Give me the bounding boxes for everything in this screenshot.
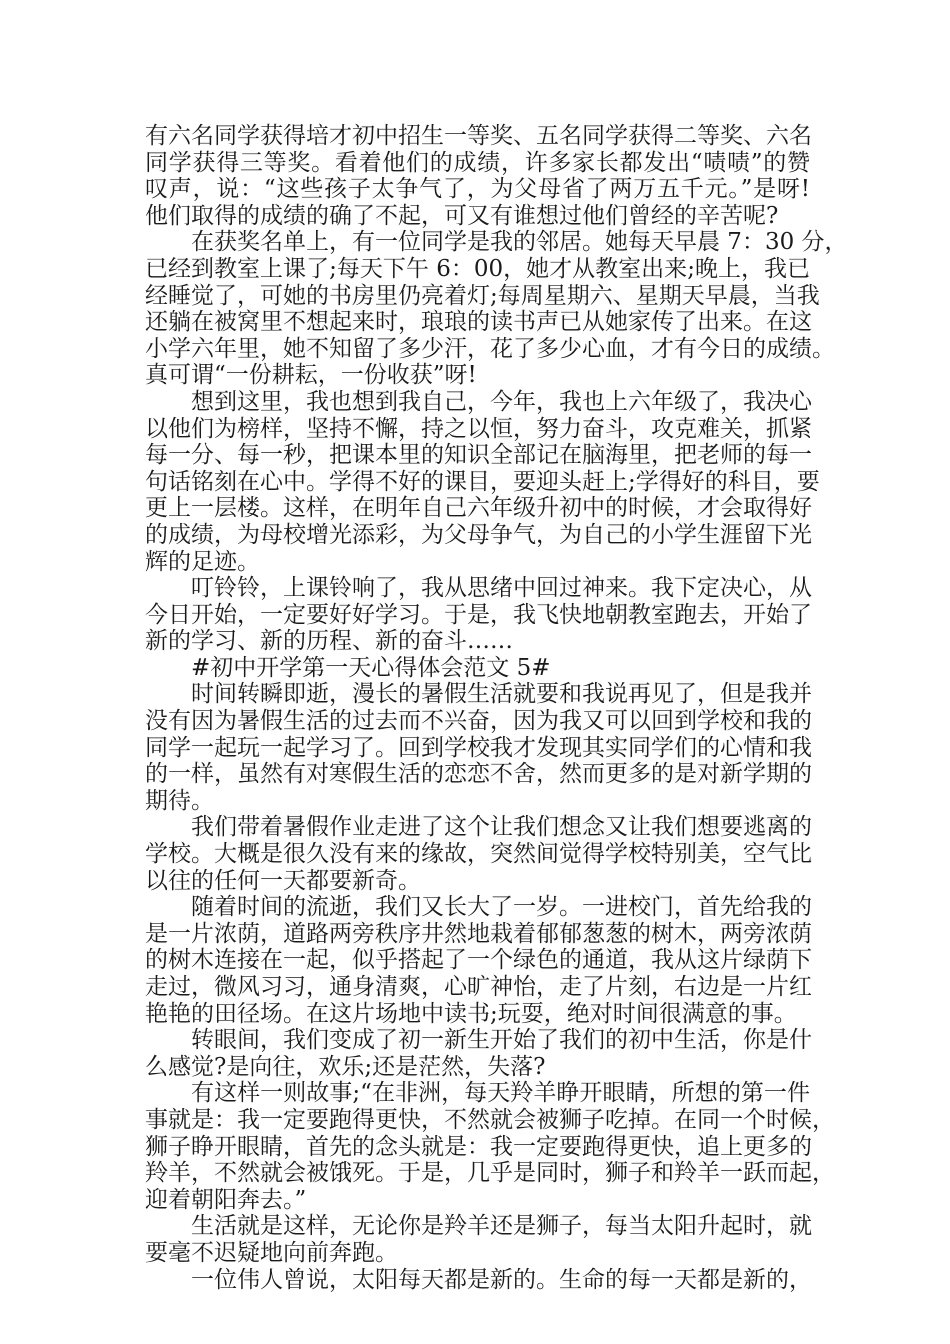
text-line: 狮子睁开眼睛，首先的念头就是：我一定要跑得更快，追上更多的	[145, 1133, 812, 1160]
document-body	[145, 123, 848, 1293]
text-line: 学校。大概是很久没有来的缘故，突然间觉得学校特别美，空气比	[145, 841, 812, 868]
text-line: 的一样，虽然有对寒假生活的恋恋不舍，然而更多的是对新学期的	[145, 761, 812, 788]
text-line: 有这样一则故事;“在非洲，每天羚羊睁开眼睛，所想的第一件	[191, 1080, 810, 1107]
text-line: 转眼间，我们变成了初一新生开始了我们的初中生活，你是什	[191, 1027, 812, 1054]
text-line: 还躺在被窝里不想起来时，琅琅的读书声已从她家传了出来。在这	[145, 309, 812, 336]
text-line: 他们取得的成绩的确了不起，可又有谁想过他们曾经的辛苦呢?	[145, 202, 779, 229]
text-line: 艳艳的田径场。在这片场地中读书;玩耍，绝对时间很满意的事。	[145, 1000, 797, 1027]
text-line: 更上一层楼。这样，在明年自己六年级升初中的时候，才会取得好	[145, 495, 812, 522]
text-line: 有六名同学获得培才初中招生一等奖、五名同学获得二等奖、六名	[145, 123, 812, 149]
text-line: 生活就是这样，无论你是羚羊还是狮子，每当太阳升起时，就	[191, 1213, 812, 1240]
text-line: 今日开始，一定要好好学习。于是，我飞快地朝教室跑去，开始了	[145, 601, 812, 628]
text-line: 叮铃铃，上课铃响了，我从思绪中回过神来。我下定决心，从	[191, 575, 812, 602]
text-line: 期待。	[145, 787, 214, 814]
text-line: 随着时间的流逝，我们又长大了一岁。一进校门，首先给我的	[191, 894, 812, 921]
text-line: 辉的足迹。	[145, 548, 260, 575]
text-line: 的成绩，为母校增光添彩，为父母争气，为自己的小学生涯留下光	[145, 521, 812, 548]
text-line: 要毫不迟疑地向前奔跑。	[145, 1239, 398, 1266]
text-line: 同学一起玩一起学习了。回到学校我才发现其实同学们的心情和我	[145, 734, 812, 761]
text-line: 想到这里，我也想到我自己，今年，我也上六年级了，我决心	[191, 388, 812, 415]
text-line: 新的学习、新的历程、新的奋斗……	[145, 628, 513, 655]
text-line: 小学六年里，她不知留了多少汗，花了多少心血，才有今日的成绩。	[145, 335, 835, 362]
text-line: 句话铭刻在心中。学得不好的课目，要迎头赶上;学得好的科目，要	[145, 468, 820, 495]
text-line: 以往的任何一天都要新奇。	[145, 867, 421, 894]
text-line: 已经到教室上课了;每天下午 6：00，她才从教室出来;晚上，我已	[145, 255, 810, 282]
text-line: 迎着朝阳奔去。”	[145, 1186, 307, 1213]
text-line: 是一片浓荫，道路两旁秩序井然地栽着郁郁葱葱的树木，两旁浓荫	[145, 920, 812, 947]
text-line: 同学获得三等奖。看着他们的成绩，许多家长都发出“啧啧”的赞	[145, 149, 810, 176]
text-line: 每一分、每一秒，把课本里的知识全部记在脑海里，把老师的每一	[145, 442, 812, 469]
text-line: 事就是：我一定要跑得更快，不然就会被狮子吃掉。在同一个时候，	[145, 1106, 835, 1133]
text-line: 走过，微风习习，通身清爽，心旷神怡，走了片刻，右边是一片红	[145, 974, 812, 1000]
text-line: 我们带着暑假作业走进了这个让我们想念又让我们想要逃离的	[191, 814, 812, 841]
text-line: 时间转瞬即逝，漫长的暑假生活就要和我说再见了，但是我并	[191, 681, 812, 708]
text-line: 经睡觉了，可她的书房里仍亮着灯;每周星期六、星期天早晨，当我	[145, 282, 820, 309]
text-line: 么感觉?是向往，欢乐;还是茫然，失落?	[145, 1053, 546, 1080]
text-line: 在获奖名单上，有一位同学是我的邻居。她每天早晨 7：30 分，	[191, 229, 848, 256]
text-line: 以他们为榜样，坚持不懈，持之以恒，努力奋斗，攻克难关，抓紧	[145, 415, 812, 442]
text-line: 真可谓“一份耕耘，一份收获”呀!	[145, 362, 477, 389]
text-line: 羚羊，不然就会被饿死。于是，几乎是同时，狮子和羚羊一跃而起，	[145, 1160, 835, 1187]
text-line: #初中开学第一天心得体会范文 5#	[191, 654, 551, 681]
text-line: 没有因为暑假生活的过去而不兴奋，因为我又可以回到学校和我的	[145, 708, 812, 735]
text-line: 的树木连接在一起，似乎搭起了一个绿色的通道，我从这片绿荫下	[145, 947, 812, 974]
text-line: 一位伟人曾说，太阳每天都是新的。生命的每一天都是新的，	[191, 1266, 812, 1293]
text-line: 叹声，说：“这些孩子太争气了，为父母省了两万五千元。”是呀!	[145, 176, 810, 203]
